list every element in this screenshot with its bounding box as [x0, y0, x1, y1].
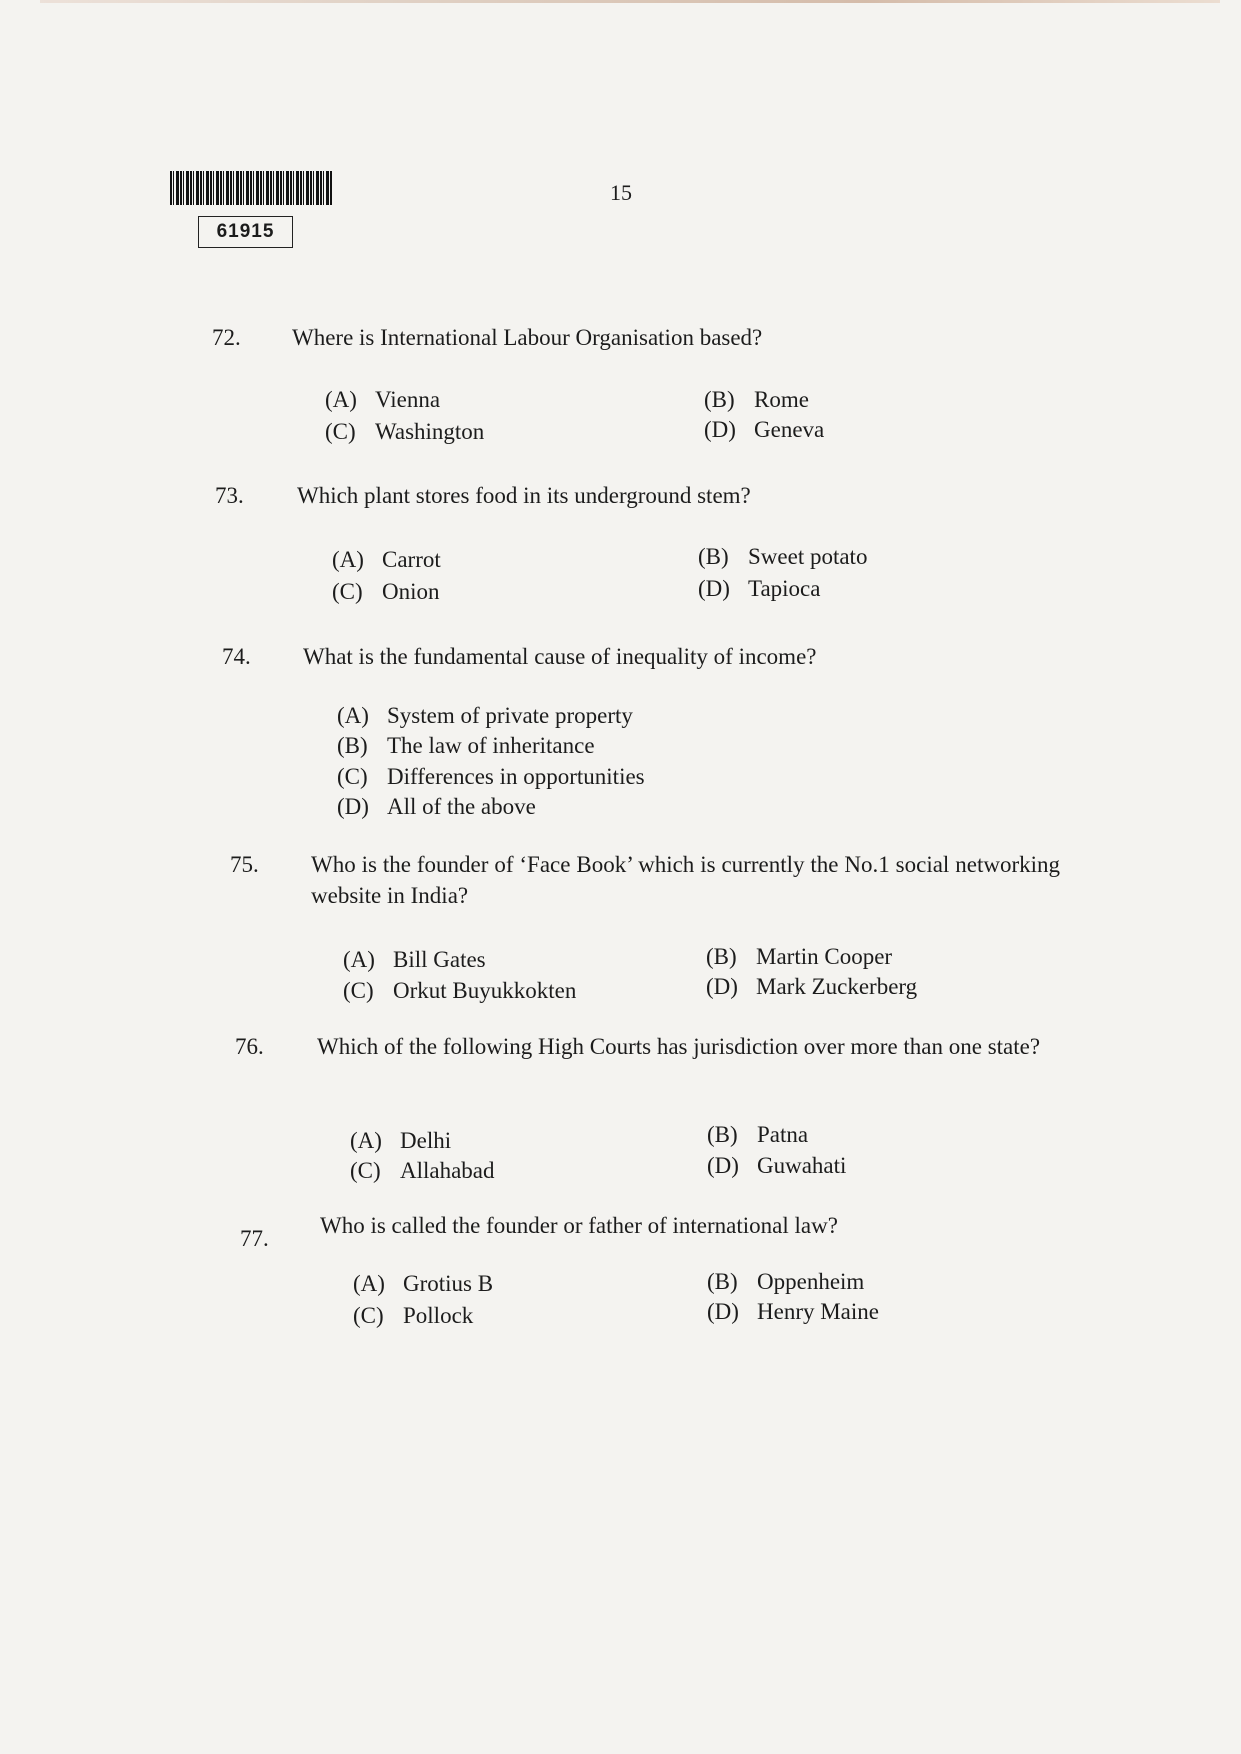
option-letter: (A) — [332, 547, 364, 572]
option-a — [343, 944, 486, 975]
scan-edge — [40, 0, 1220, 3]
option-text: Oppenheim — [757, 1269, 865, 1294]
option-letter: (A) — [343, 947, 375, 972]
option-b — [707, 1119, 808, 1150]
option-d — [707, 1150, 846, 1181]
question-number: 72. — [212, 325, 241, 350]
question-73 — [215, 480, 1055, 512]
option-letter: (D) — [707, 1153, 739, 1178]
option-d — [337, 791, 536, 822]
paper-code: 61915 — [198, 216, 293, 248]
option-c — [332, 576, 440, 607]
option-letter: (D) — [706, 974, 738, 999]
question-text: Who is called the founder or father of international law? — [320, 1213, 838, 1238]
option-letter: (C) — [337, 764, 368, 789]
option-text: Mark Zuckerberg — [756, 974, 918, 999]
option-letter: (B) — [707, 1269, 738, 1294]
option-text: Allahabad — [400, 1158, 495, 1183]
option-letter: (A) — [337, 703, 369, 728]
option-text: Grotius B — [403, 1271, 494, 1296]
option-b — [706, 941, 892, 972]
option-letter: (A) — [353, 1271, 385, 1296]
option-b — [704, 384, 809, 415]
option-c — [350, 1155, 495, 1186]
option-c — [353, 1300, 473, 1331]
question-number: 76. — [235, 1034, 264, 1059]
option-text: Tapioca — [748, 576, 821, 601]
option-letter: (C) — [325, 419, 356, 444]
option-letter: (D) — [704, 417, 736, 442]
question-75 — [230, 849, 1060, 913]
option-text: Differences in opportunities — [387, 764, 645, 789]
option-letter: (B) — [707, 1122, 738, 1147]
option-text: Rome — [754, 387, 809, 412]
option-a — [353, 1268, 493, 1299]
option-letter: (C) — [350, 1158, 381, 1183]
option-text: Onion — [382, 579, 440, 604]
option-d — [698, 573, 820, 604]
option-c — [343, 975, 576, 1006]
option-text: Delhi — [400, 1128, 452, 1153]
question-74 — [222, 641, 1062, 673]
option-text: Patna — [757, 1122, 809, 1147]
option-letter: (B) — [706, 944, 737, 969]
option-a — [325, 384, 440, 415]
option-text: Pollock — [403, 1303, 474, 1328]
option-a — [337, 700, 633, 731]
option-text: Guwahati — [757, 1153, 847, 1178]
question-text: Who is the founder of ‘Face Book’ which is currently the No.1 social networking website in India? — [311, 852, 1060, 908]
option-letter: (C) — [343, 978, 374, 1003]
option-d — [706, 971, 917, 1002]
option-text: Henry Maine — [757, 1299, 879, 1324]
option-letter: (D) — [337, 794, 369, 819]
question-text: Which of the following High Courts has jurisdiction over more than one state? — [317, 1034, 1041, 1059]
option-c — [337, 761, 645, 792]
option-a — [350, 1125, 451, 1156]
question-number: 75. — [230, 852, 259, 877]
option-letter: (B) — [337, 733, 368, 758]
option-text: Martin Cooper — [756, 944, 893, 969]
option-text: Geneva — [754, 417, 825, 442]
option-text: System of private property — [387, 703, 633, 728]
question-77 — [240, 1210, 1060, 1251]
option-b — [707, 1266, 864, 1297]
question-text: What is the fundamental cause of inequality of income? — [303, 644, 817, 669]
option-letter: (C) — [353, 1303, 384, 1328]
option-text: All of the above — [387, 794, 536, 819]
page-number: 15 — [610, 180, 632, 205]
option-letter: (B) — [698, 544, 729, 569]
option-text: Orkut Buyukkokten — [393, 978, 577, 1003]
question-number: 73. — [215, 483, 244, 508]
option-text: Sweet potato — [748, 544, 868, 569]
option-letter: (A) — [325, 387, 357, 412]
option-letter: (D) — [707, 1299, 739, 1324]
option-d — [704, 414, 824, 445]
option-letter: (D) — [698, 576, 730, 601]
option-text: Bill Gates — [393, 947, 486, 972]
barcode — [170, 171, 333, 205]
option-d — [707, 1296, 879, 1327]
option-b — [337, 730, 595, 761]
question-72 — [212, 322, 1052, 354]
option-text: The law of inheritance — [387, 733, 595, 758]
option-b — [698, 541, 867, 572]
option-c — [325, 416, 484, 447]
question-number: 77. — [240, 1226, 269, 1251]
option-text: Carrot — [382, 547, 441, 572]
question-text: Where is International Labour Organisation based? — [292, 325, 763, 350]
option-letter: (A) — [350, 1128, 382, 1153]
question-76 — [235, 1031, 1060, 1095]
option-a — [332, 544, 441, 575]
option-letter: (C) — [332, 579, 363, 604]
question-number: 74. — [222, 644, 251, 669]
option-text: Vienna — [375, 387, 441, 412]
option-letter: (B) — [704, 387, 735, 412]
option-text: Washington — [375, 419, 485, 444]
question-text: Which plant stores food in its underground stem? — [297, 483, 751, 508]
